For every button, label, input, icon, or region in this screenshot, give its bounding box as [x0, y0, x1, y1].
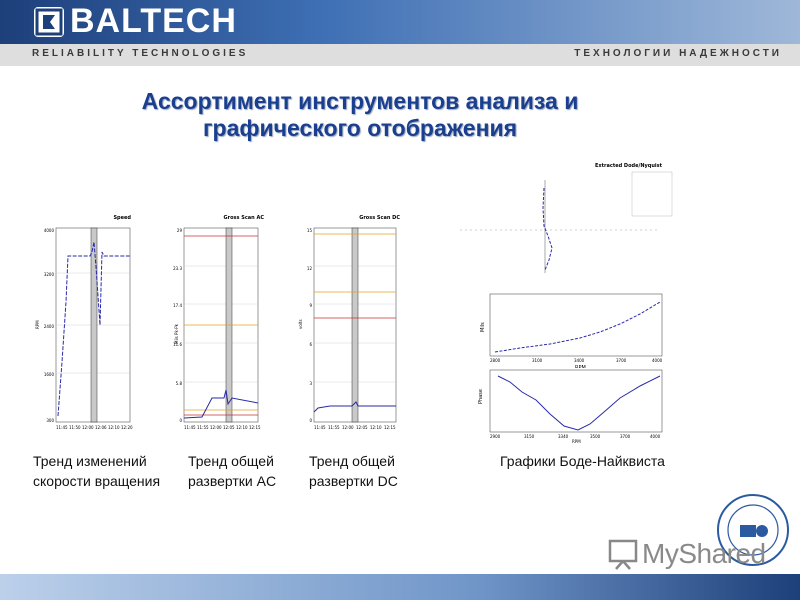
- y-tick: 300: [46, 418, 54, 423]
- x-tick: 11:50: [69, 425, 81, 430]
- caption-line: скорости вращения: [33, 473, 161, 489]
- x-tick: 3700: [616, 358, 627, 363]
- x-tick: 12:05: [356, 425, 368, 430]
- footer-bar: [0, 574, 800, 600]
- x-axis-label: RPM: [575, 365, 586, 370]
- y-tick: 17.4: [173, 303, 182, 308]
- x-axis-label: RPM: [572, 439, 581, 444]
- caption-line: Тренд общей: [309, 453, 395, 469]
- x-tick: 12:15: [384, 425, 396, 430]
- x-tick: 11:45: [184, 425, 196, 430]
- y-axis-label: RPM: [35, 320, 40, 329]
- caption-line: развертки DC: [309, 473, 398, 489]
- y-tick: 12: [306, 266, 312, 271]
- bode-amplitude-plot: [460, 290, 670, 370]
- caption-line: Тренд общей: [188, 453, 274, 469]
- x-tick: 3100: [532, 358, 543, 363]
- chart-title: Gross Scan AC: [223, 215, 264, 221]
- y-tick: 0: [309, 418, 312, 423]
- tagline-left: RELIABILITY TECHNOLOGIES: [32, 48, 249, 59]
- logo-text: BALTECH: [70, 2, 237, 40]
- x-tick: 12:05: [223, 425, 235, 430]
- x-tick: 12:10: [108, 425, 120, 430]
- x-tick: 11:55: [197, 425, 209, 430]
- y-tick: 9: [309, 303, 312, 308]
- x-tick: 11:45: [56, 425, 68, 430]
- x-tick: 4000: [652, 358, 663, 363]
- y-tick: 4000: [43, 228, 54, 233]
- y-tick: 11.6: [173, 342, 182, 347]
- y-tick: 3200: [43, 272, 54, 277]
- x-tick: 12:00: [342, 425, 354, 430]
- y-axis-label: Mils: [480, 322, 486, 332]
- x-tick: 12:00: [210, 425, 222, 430]
- bode-phase-plot: [460, 368, 670, 444]
- y-tick: 5.8: [175, 381, 182, 386]
- x-tick: 2900: [490, 434, 501, 439]
- y-tick: 29: [176, 228, 182, 233]
- x-tick: 12:00: [82, 425, 94, 430]
- ac-trend-chart: [162, 212, 267, 434]
- dc-trend-chart: [294, 212, 404, 434]
- baltech-logo-icon: [34, 7, 64, 37]
- y-tick: 23.3: [173, 266, 182, 271]
- y-tick: 0: [179, 418, 182, 423]
- x-tick: 12:20: [121, 425, 133, 430]
- y-tick: 3: [309, 381, 312, 386]
- caption-speed-trend: [33, 451, 160, 491]
- caption-line: Тренд изменений: [33, 453, 147, 469]
- tagline-right: ТЕХНОЛОГИИ НАДЕЖНОСТИ: [574, 48, 782, 59]
- x-tick: 11:45: [314, 425, 326, 430]
- y-axis-label: Mils Pk-Pk: [174, 324, 179, 344]
- x-tick: 3340: [558, 434, 569, 439]
- slide-title-line2: графического отображения: [202, 115, 518, 141]
- y-tick: 1600: [43, 372, 54, 377]
- watermark-text: MyShared: [642, 538, 766, 569]
- nyquist-plot: [460, 158, 680, 278]
- slide-title: [80, 88, 640, 142]
- caption-bode-nyquist: Графики Боде-Найквиста: [500, 453, 665, 469]
- caption-dc-trend: [309, 451, 398, 491]
- y-tick: 15: [306, 228, 312, 233]
- chart-title: Speed: [113, 215, 131, 221]
- x-tick: 3500: [590, 434, 601, 439]
- caption-ac-trend: [188, 451, 276, 491]
- x-tick: 12:06: [95, 425, 107, 430]
- chart-title: Gross Scan DC: [359, 215, 400, 221]
- y-tick: 2400: [43, 324, 54, 329]
- x-tick: 4000: [650, 434, 661, 439]
- x-tick: 12:10: [236, 425, 248, 430]
- y-axis-label: volts: [298, 319, 303, 329]
- slide-title-line1: Ассортимент инструментов анализа и: [141, 88, 579, 114]
- caption-line: развертки AC: [188, 473, 277, 489]
- x-tick: 3400: [574, 358, 585, 363]
- presentation-icon: [606, 537, 640, 571]
- y-tick: 6: [309, 342, 312, 347]
- speed-trend-chart: [34, 212, 139, 434]
- x-tick: 3150: [524, 434, 535, 439]
- x-tick: 2800: [490, 358, 501, 363]
- chart-title: Extracted Dode/Nyquist: [595, 163, 662, 169]
- x-tick: 11:55: [328, 425, 340, 430]
- x-tick: 3700: [620, 434, 631, 439]
- x-tick: 12:10: [370, 425, 382, 430]
- x-tick: 12:15: [249, 425, 261, 430]
- y-axis-label: Phase: [478, 389, 484, 404]
